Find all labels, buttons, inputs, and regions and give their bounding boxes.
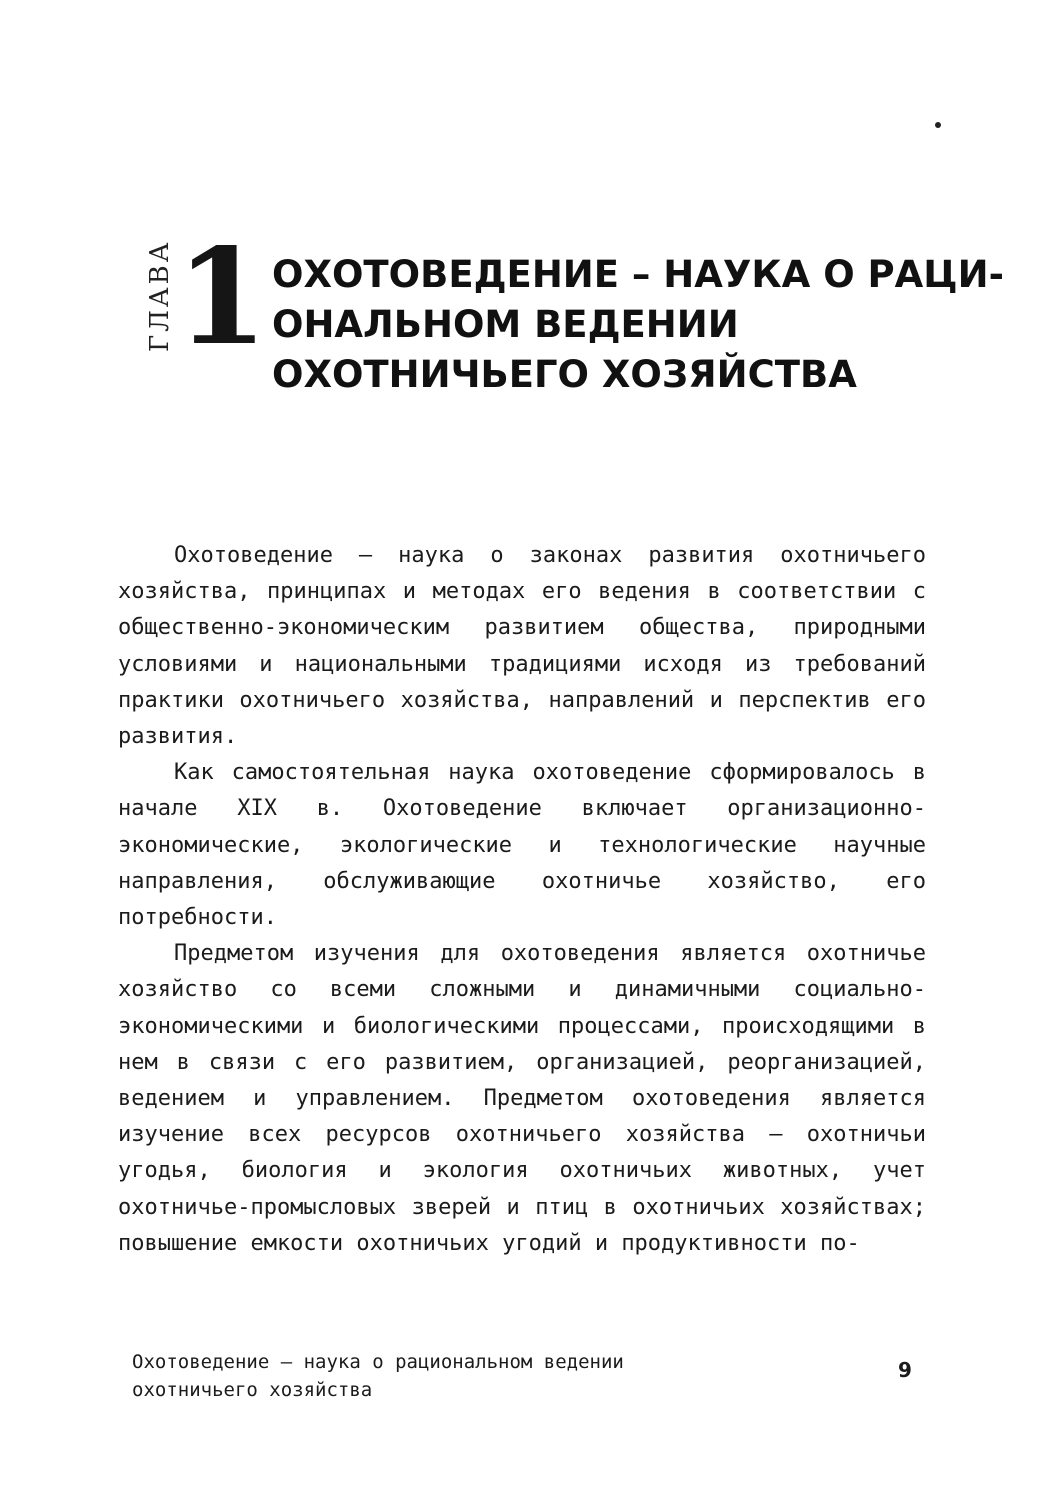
paragraph: Как самостоятельная наука охотоведение сформировалось в начале XIX в. Охотоведение включает организационно-экономические, экологические и технологические научные направления, обслуживающие охотничье хозяйство, его потребности. — [118, 760, 926, 931]
chapter-number: 1 — [176, 220, 268, 375]
chapter-title-line: ОХОТНИЧЬЕГО ХОЗЯЙСТВА — [272, 353, 857, 396]
page-number: 9 — [898, 1358, 912, 1382]
running-footer-title — [132, 1348, 752, 1404]
paragraph: Предметом изучения для охотоведения является охотничье хозяйство со всеми сложными и динамичными социально-экономическими и биологическими процессами, происходящими в нем в связи с его развитием, организацией, реорганизацией, ведением и управлением. Предметом охотоведения является изучение всех ресурсов охотничьего хозяйства – охотничьи угодья, биология и экология охотничьих животных, учет охотничье-промысловых зверей и птиц в охотничьих хозяйствах; повышение емкости охотничьих угодий и продуктивности по- — [118, 941, 926, 1256]
decorative-dot — [935, 122, 941, 128]
running-footer-line: охотничьего хозяйства — [132, 1379, 373, 1401]
chapter-title-line: ОХОТОВЕДЕНИЕ – НАУКА О РАЦИ- — [272, 253, 1004, 296]
chapter-title — [272, 250, 1004, 400]
running-footer-line: Охотоведение – наука о рациональном ведении — [132, 1351, 624, 1373]
chapter-label: ГЛАВА — [145, 239, 175, 352]
chapter-title-line: ОНАЛЬНОМ ВЕДЕНИИ — [272, 303, 739, 346]
body-text — [118, 538, 926, 1262]
paragraph: Охотоведение – наука о законах развития охотничьего хозяйства, принципах и методах его ведения в соответствии с общественно-экономическим развитием общества, природными условиями и национальными традициями исходя из требований практики охотничьего хозяйства, направлений и перспектив его развития. — [118, 543, 926, 750]
